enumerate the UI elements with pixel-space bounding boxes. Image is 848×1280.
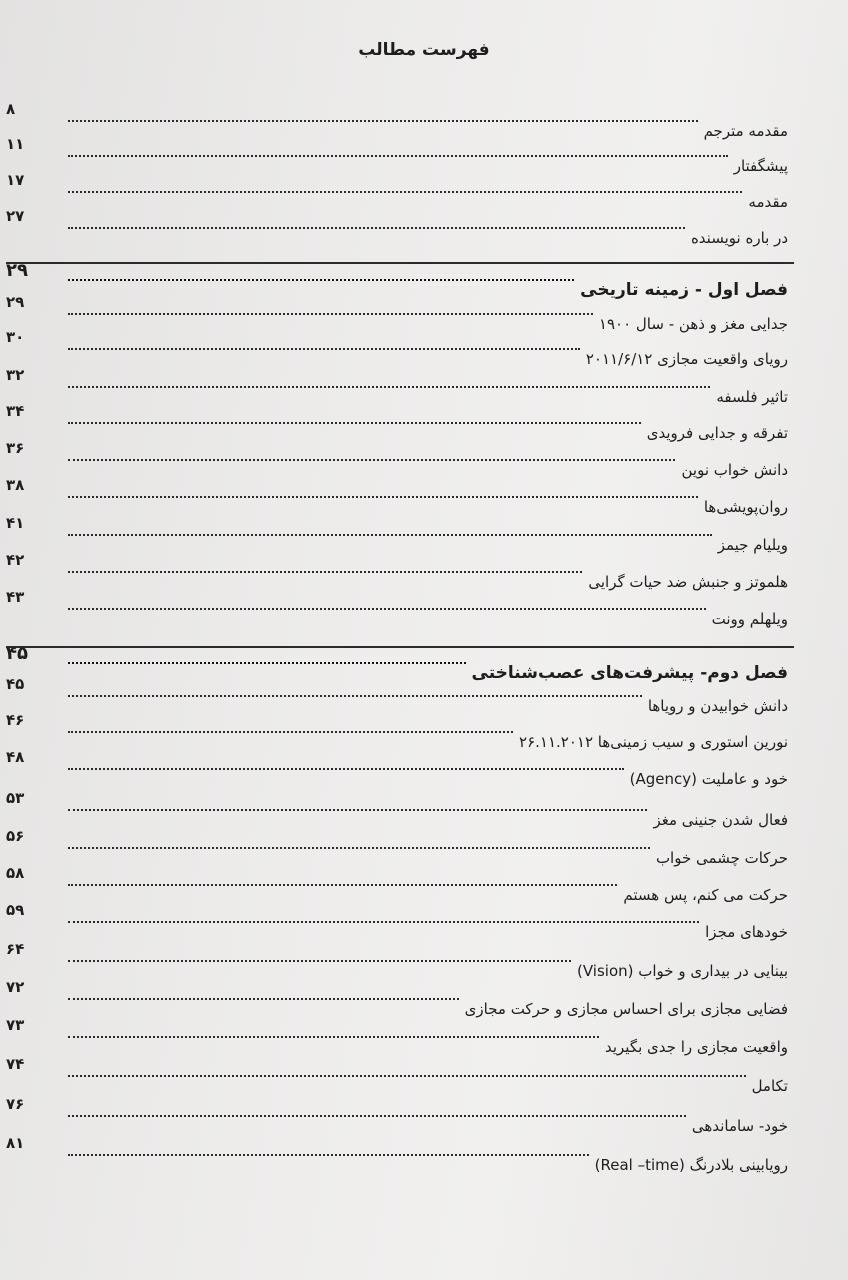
dot-leader (68, 608, 706, 610)
entry-page-number: ۲۹ (6, 293, 25, 311)
toc-chapter-entry[interactable] (6, 260, 788, 310)
entry-page-number: ۵۸ (6, 864, 25, 882)
dot-leader (68, 313, 593, 315)
dot-leader (68, 279, 574, 281)
chapter-page-number: ۴۵ (6, 643, 28, 664)
dot-leader (68, 496, 698, 498)
entry-title: رویای واقعیت مجازی ۲۰۱۱/۶/۱۲ (585, 350, 788, 368)
dot-leader (68, 809, 647, 811)
dot-leader (68, 422, 641, 424)
dot-leader (68, 847, 650, 849)
entry-page-number: ۵۶ (6, 827, 25, 845)
entry-title: روان‌پویشی‌ها (703, 498, 788, 516)
entry-page-number: ۸۱ (6, 1134, 25, 1152)
entry-title: واقعیت مجازی را جدی بگیرید (604, 1038, 788, 1056)
entry-page-number: ۵۹ (6, 901, 25, 919)
dot-leader (68, 1154, 589, 1156)
entry-title: دانش خواب نوین (681, 461, 788, 479)
entry-title: فضایی مجازی برای احساس مجازی و حرکت مجازی (464, 1000, 788, 1018)
entry-title: رویابینی بلادرنگ (Real –time) (594, 1156, 788, 1174)
dot-leader (68, 731, 513, 733)
chapter-title: فصل اول - زمینه تاریخی (580, 280, 788, 300)
entry-page-number: ۳۶ (6, 439, 25, 457)
entry-page-number: ۳۲ (6, 366, 25, 384)
dot-leader (68, 998, 459, 1000)
entry-page-number: ۴۵ (6, 675, 25, 693)
dot-leader (68, 662, 466, 664)
entry-page-number: ۷۶ (6, 1095, 25, 1113)
entry-title: هلموتز و جنبش ضد حیات گرایی (588, 573, 788, 591)
entry-title: ویلیام جیمز (717, 536, 788, 554)
entry-title: تاثیر فلسفه (716, 388, 788, 406)
entry-title: فعال شدن جنینی مغز (653, 811, 788, 829)
entry-page-number: ۷۴ (6, 1055, 25, 1073)
dot-leader (68, 120, 698, 122)
entry-title: خودهای مجزا (705, 923, 788, 941)
entry-page-number: ۵۳ (6, 789, 25, 807)
page-title: فهرست مطالب (358, 40, 490, 60)
entry-title: حرکت می کنم، پس هستم (623, 886, 788, 904)
entry-page-number: ۸ (6, 100, 16, 118)
dot-leader (68, 459, 675, 461)
toc-chapter-entry[interactable] (6, 643, 788, 693)
dot-leader (68, 191, 742, 193)
entry-title: تفرقه و جدایی فرویدی (646, 424, 788, 442)
entry-title: جدایی مغز و ذهن - سال ۱۹۰۰ (598, 315, 788, 333)
entry-title: ویلهلم وونت (711, 610, 788, 628)
entry-title: بینایی در بیداری و خواب (Vision) (577, 962, 788, 980)
chapter-title: فصل دوم- پیشرفت‌های عصب‌شناختی (471, 663, 788, 683)
entry-page-number: ۷۲ (6, 978, 25, 996)
dot-leader (68, 1075, 746, 1077)
toc-entry[interactable] (6, 1134, 788, 1186)
dot-leader (68, 348, 580, 350)
entry-page-number: ۲۷ (6, 207, 25, 225)
dot-leader (68, 227, 685, 229)
entry-title: دانش خوابیدن و رویاها (647, 697, 788, 715)
entry-page-number: ۳۸ (6, 476, 25, 494)
entry-page-number: ۶۴ (6, 940, 25, 958)
entry-page-number: ۷۳ (6, 1016, 25, 1034)
chapter-page-number: ۲۹ (6, 260, 28, 281)
entry-title: پیشگفتار (733, 157, 788, 175)
entry-page-number: ۴۳ (6, 588, 25, 606)
entry-page-number: ۳۴ (6, 402, 25, 420)
entry-page-number: ۴۱ (6, 514, 25, 532)
dot-leader (68, 695, 642, 697)
toc-entry[interactable] (6, 588, 788, 640)
entry-title: حرکات چشمی خواب (655, 849, 788, 867)
dot-leader (68, 386, 710, 388)
dot-leader (68, 960, 571, 962)
dot-leader (68, 884, 617, 886)
entry-title: خود و عاملیت (Agency) (629, 770, 788, 788)
section-divider (6, 646, 794, 648)
dot-leader (68, 155, 728, 157)
dot-leader (68, 768, 624, 770)
entry-page-number: ۴۸ (6, 748, 25, 766)
entry-title: مقدمه مترجم (703, 122, 788, 140)
entry-title: خود- ساماندهی (691, 1117, 788, 1135)
entry-title: در باره نویسنده (690, 229, 788, 247)
entry-page-number: ۱۷ (6, 171, 25, 189)
entry-title: مقدمه (748, 193, 788, 211)
dot-leader (68, 1115, 686, 1117)
dot-leader (68, 571, 582, 573)
entry-page-number: ۳۰ (6, 328, 25, 346)
dot-leader (68, 921, 699, 923)
entry-title: تکامل (751, 1077, 788, 1095)
entry-page-number: ۱۱ (6, 135, 25, 153)
entry-page-number: ۴۲ (6, 551, 25, 569)
toc-entry[interactable] (6, 207, 788, 259)
entry-page-number: ۴۶ (6, 711, 25, 729)
section-divider (6, 262, 794, 264)
dot-leader (68, 534, 712, 536)
dot-leader (68, 1036, 599, 1038)
entry-title: نورین استوری و سیب زمینی‌ها ۲۶.۱۱.۲۰۱۲ (519, 733, 788, 751)
